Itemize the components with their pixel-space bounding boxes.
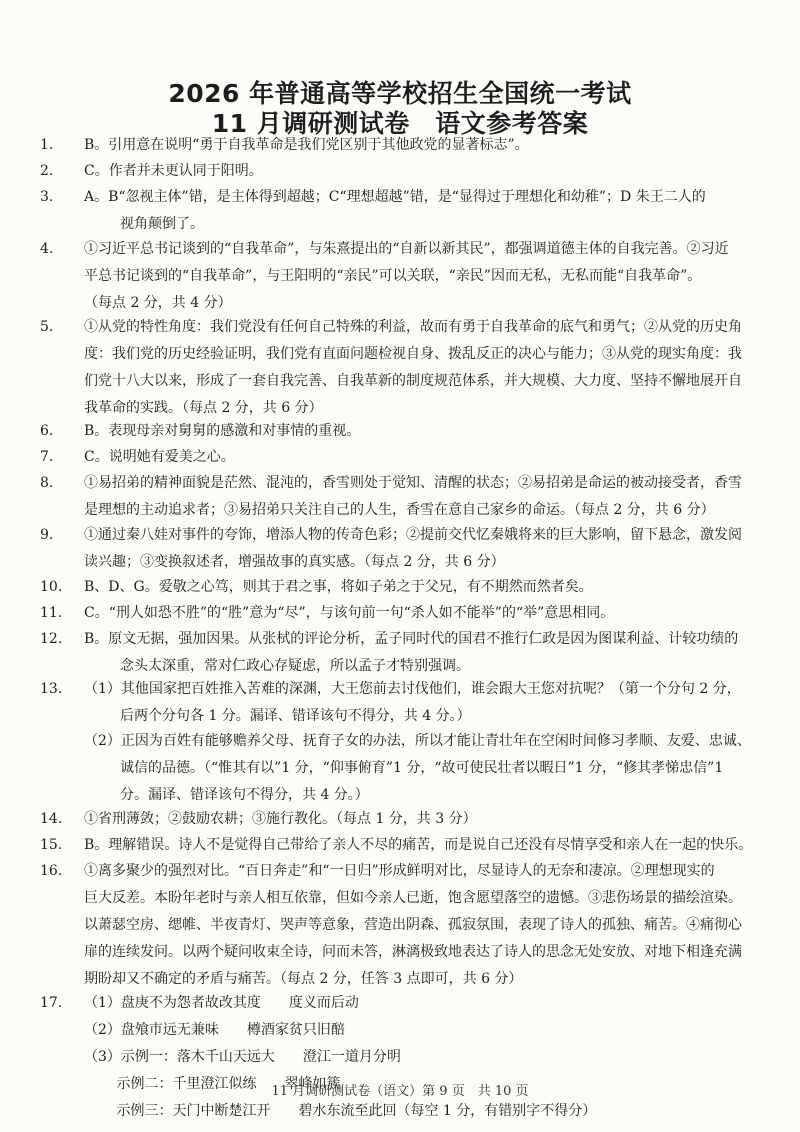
answer-text-line: C。说明她有爱美之心。 [84,449,235,465]
answer-text-line: A。B“忽视主体”错，是主体得到超越；C“理想超越”错，是“显得过于理想化和幼稚”；D 朱王二人的 [84,189,706,205]
answer-number: 13. [40,681,63,697]
answer-number: 5. [40,319,54,335]
answer-item [0,728,800,809]
answer-text-line: 以萧瑟空房、缌帷、半夜青灯、哭声等意象，营造出阴森、孤寂氛围，表现了诗人的孤独、痛苦。④痛彻心 [84,917,742,933]
exam-subtitle: 11 月调研测试卷 语文参考答案 [211,109,589,138]
exam-title: 2026 年普通高等学校招生全国统一考试 [168,79,632,108]
answer-text-line: （1）其他国家把百姓推入苦难的深渊，大王您前去讨伐他们，谁会跟大王您对抗呢？（第一个分句 2 分， [84,681,741,697]
answer-number: 2. [40,163,54,179]
answer-text-line: 读兴趣；③变换叙述者，增强故事的真实感。（每点 2 分，共 6 分） [84,554,505,570]
answer-number: 17. [40,995,63,1011]
answer-number: 4. [40,241,54,257]
answer-number: 6. [40,423,54,439]
answer-text-line: （3）示例一：落木千山天远大 澄江一道月分明 [84,1049,401,1065]
answer-item [0,626,800,680]
answer-number: 14. [40,811,63,827]
answer-item [0,990,800,1125]
answer-text-line: ①从党的特性角度：我们党没有任何自己特殊的利益，故而有勇于自我革命的底气和勇气；②从党的历史角 [84,319,742,335]
answer-text-line: B。表现母亲对舅舅的感激和对事情的重视。 [84,423,361,439]
page-footer: 11 月调研测试卷（语文）第 9 页 共 10 页 [271,1084,529,1099]
answer-text-line: （2）正因为百姓有能够赡养父母、抚育子女的办法，所以才能让青壮年在空闲时间修习孝顺、友爱、忠诚、 [84,733,751,749]
answer-item [0,522,800,576]
answer-text-line: 度：我们党的历史经验证明，我们党有直面问题检视自身、拨乱反正的决心与能力；③从党的现实角度：我 [84,346,742,362]
answer-number: 7. [40,449,54,465]
answer-item [0,132,800,159]
answer-number: 8. [40,475,54,491]
answer-text-line: （每点 2 分，共 4 分） [84,295,232,311]
answer-item [0,806,800,833]
answer-text-line: ①通过秦八娃对事件的夸饰，增添人物的传奇色彩；②提前交代忆秦娥将来的巨大影响，留下悬念，激发阅 [84,527,742,543]
answer-text-line: 示例二：千里澄江似练 翠峰如簇 [84,1076,341,1092]
answer-text-line: C。作者并未更认同于阳明。 [84,163,263,179]
answer-text-line: ①省刑薄敛；②鼓励农耕；③施行教化。（每点 1 分，共 3 分） [84,811,477,827]
answer-text-line: 我革命的实践。（每点 2 分，共 6 分） [84,400,323,416]
answer-text-line: ①习近平总书记谈到的“自我革命”，与朱熹提出的“自新以新其民”，都强调道德主体的自我完善。②习近 [84,241,729,257]
answer-item [0,470,800,524]
answer-number: 12. [40,631,63,647]
answer-text-line: 视角颠倒了。 [120,216,204,232]
answer-text-line: ①离多聚少的强烈对比。“百日奔走”和“一日归”形成鲜明对比，尽显诗人的无奈和凄凉。②理想现实的 [84,863,715,879]
answer-item [0,158,800,185]
answer-number: 11. [40,605,63,621]
answer-number: 9. [40,527,54,543]
answer-item [0,236,800,317]
answer-text-line: 扉的连续发问。以两个疑问收束全诗，问而未答，淋漓极致地表达了诗人的思念无处安放、对地下相逢充满 [84,944,742,960]
answer-item [0,184,800,238]
answer-text-line: 分。漏译、错译该句不得分，共 4 分。） [120,787,369,803]
answer-text-line: B。原文无据，强加因果。从张栻的评论分析，孟子同时代的国君不推行仁政是因为图谋利益、计较功绩的 [84,631,739,647]
answer-text-line: ①易招弟的精神面貌是茫然、混沌的，香雪则处于觉知、清醒的状态；②易招弟是命运的被动接受者，香雪 [84,475,742,491]
answer-text-line: 念头太深重，常对仁政心存疑虑，所以孟子才特别强调。 [120,658,470,674]
answer-text-line: 诚信的品德。（“惟其有以”1 分，“仰事俯育”1 分，“故可使民壮者以暇日”1 分，“修其孝悌忠信”1 [120,760,724,776]
answer-text-line: 们党十八大以来，形成了一套自我完善、自我革新的制度规范体系，并大规模、大力度、坚持不懈地展开自 [84,373,742,389]
answer-number: 16. [40,863,63,879]
answer-number: 10. [40,579,63,595]
answer-text-line: 后两个分句各 1 分。漏译、错译该句不得分，共 4 分。） [120,708,471,724]
answer-number: 1. [40,137,54,153]
answer-text-line: 示例三：天门中断楚江开 碧水东流至此回（每空 1 分，有错别字不得分） [84,1103,597,1119]
answer-text-line: B、D、G。爱敬之心笃，则其于君之事，将如子弟之于父兄，有不期然而然者矣。 [84,579,593,595]
answer-text-line: C。“刑人如恐不胜”的“胜”意为“尽”，与该句前一句“杀人如不能举”的“举”意思相同。 [84,605,615,621]
answer-item [0,418,800,445]
answer-text-line: 巨大反差。本盼年老时与亲人相互依靠，但如今亲人已逝，饱含愿望落空的遗憾。③悲伤场景的描绘渲染。 [84,890,742,906]
answer-item [0,314,800,422]
answer-text-line: （2）盘飧市远无兼味 樽酒家贫只旧醅 [84,1022,345,1038]
answer-text-line: B。理解错误。诗人不是觉得自己带给了亲人不尽的痛苦，而是说自己还没有尽情享受和亲人在一起的快乐。 [84,837,753,853]
answer-item [0,600,800,627]
answer-text-line: 平总书记谈到的“自我革命”，与王阳明的“亲民”可以关联，“亲民”因而无私，无私而能“自我革命”。 [84,268,702,284]
answer-number: 15. [40,837,63,853]
answer-item [0,676,800,730]
answer-item [0,858,800,993]
answer-text-line: （1）盘庚不为怨者故改其度 度义而后动 [84,995,359,1011]
answer-text-line: 期盼却又不确定的矛盾与痛苦。（每点 2 分，任答 3 点即可，共 6 分） [84,971,523,987]
answer-number: 3. [40,189,54,205]
answer-item [0,574,800,601]
answer-text-line: 是理想的主动追求者；③易招弟只关注自己的人生，香雪在意自己家乡的命运。（每点 2 分，共 6 分） [84,502,715,518]
answer-item [0,444,800,471]
answer-text-line: B。引用意在说明“勇于自我革命是我们党区别于其他政党的显著标志”。 [84,137,529,153]
answer-item [0,832,800,859]
